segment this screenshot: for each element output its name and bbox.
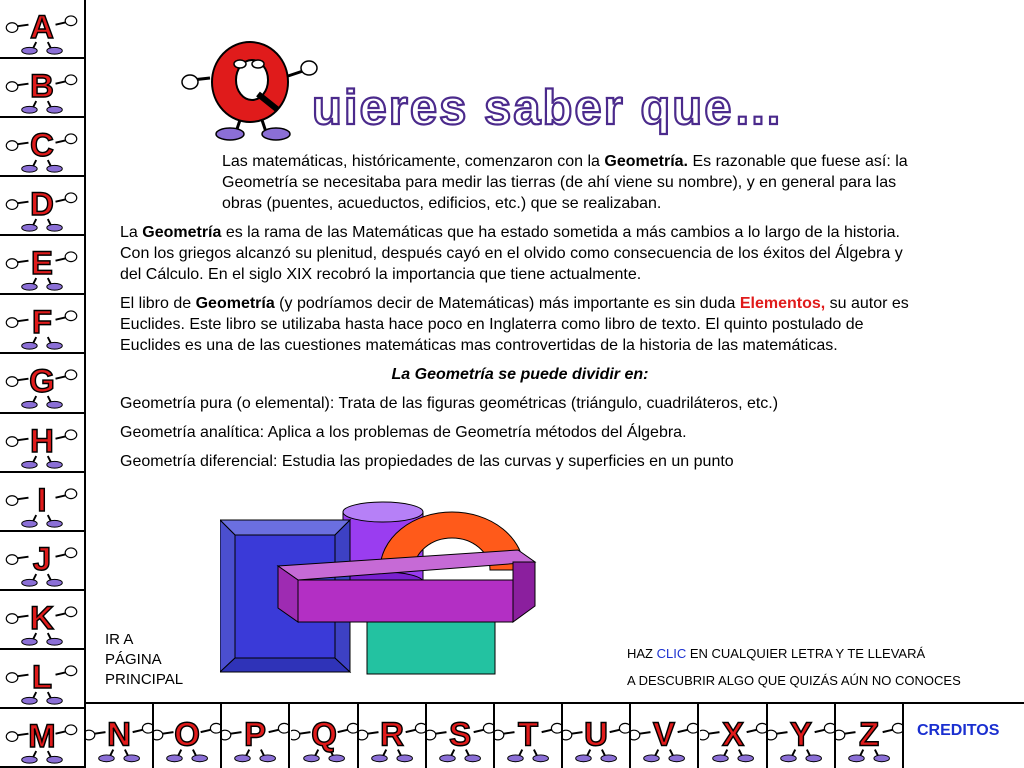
- svg-text:F: F: [31, 303, 53, 341]
- svg-text:J: J: [32, 539, 52, 577]
- svg-text:B: B: [30, 67, 54, 105]
- clic-word: CLIC: [656, 646, 687, 661]
- letter-i-icon: [0, 473, 84, 530]
- letter-m-icon: [0, 709, 84, 766]
- svg-text:R: R: [379, 715, 404, 753]
- paragraph-1: [120, 151, 920, 214]
- letter-z-icon: [836, 704, 902, 768]
- article-body: [120, 151, 920, 480]
- letter-c-button[interactable]: [0, 118, 84, 177]
- letter-j-icon: [0, 532, 84, 589]
- q-mascot-icon: [180, 30, 320, 142]
- letter-s-button[interactable]: [427, 704, 495, 768]
- letter-h-button[interactable]: [0, 414, 84, 473]
- letter-v-button[interactable]: [631, 704, 699, 768]
- svg-text:V: V: [653, 715, 676, 753]
- letter-o-button[interactable]: [154, 704, 222, 768]
- page-title: uieres saber que…: [312, 81, 785, 135]
- svg-text:Y: Y: [789, 715, 812, 753]
- subheading: La Geometría se puede dividir en:: [391, 366, 649, 383]
- list-item: Geometría pura (o elemental): Trata de las figuras geométricas (triángulo, cuadriláteros, etc.): [120, 395, 779, 412]
- list-item: Geometría diferencial: Estudia las propiedades de las curvas y superficies en un punto: [120, 453, 734, 470]
- svg-text:C: C: [30, 126, 54, 164]
- bold-term: Geometría: [142, 224, 222, 241]
- alphabet-bottom-bar: [86, 702, 1024, 768]
- home-link-line: PRINCIPAL: [105, 671, 184, 688]
- text: es la rama de las Matemáticas que ha estado sometida a más cambios a lo largo de la historia. Con los griegos alcanzó su plenitud, después cayó en el olvido como consecuencia de los éxitos del Álgebra y del Cálculo. En el siglo XIX recobró la importancia que tiene actualmente.: [120, 224, 903, 283]
- highlight-elementos: Elementos,: [739, 295, 826, 312]
- letter-x-button[interactable]: [700, 704, 768, 768]
- svg-text:L: L: [31, 658, 53, 696]
- svg-text:U: U: [584, 715, 609, 753]
- text: Es razonable que fuese así: la Geometría se necesitaba para medir las tierras (de ahí viene su nombre), y en general para las obras (puentes, acueductos, edificios, etc.) que se realizaban.: [222, 153, 908, 212]
- letter-q-icon: [291, 704, 357, 768]
- text: HAZ: [627, 646, 657, 661]
- hint-line-2: A DESCUBRIR ALGO QUE QUIZÁS AÚN NO CONOCES: [627, 673, 961, 688]
- svg-text:E: E: [31, 244, 53, 282]
- letter-n-icon: [86, 704, 152, 768]
- svg-text:O: O: [174, 715, 201, 753]
- text: La: [120, 224, 143, 241]
- svg-text:D: D: [30, 185, 54, 223]
- text: Las matemáticas, históricamente, comenzaron con la: [222, 153, 605, 170]
- letter-u-button[interactable]: [563, 704, 631, 768]
- letter-y-icon: [768, 704, 834, 768]
- svg-text:Q: Q: [310, 715, 337, 753]
- text: su autor es Euclides. Este libro se utilizaba hasta hace poco en Inglaterra como libro de texto. El quinto postulado de Euclides es una de las cuestiones matemáticas mas controvertidas de la historia de las matemáticas.: [120, 295, 909, 354]
- letter-q-button[interactable]: [291, 704, 359, 768]
- letter-a-button[interactable]: [0, 0, 84, 59]
- svg-text:A: A: [30, 8, 54, 46]
- svg-text:N: N: [107, 715, 131, 753]
- text: El libro de: [120, 295, 196, 312]
- svg-text:K: K: [30, 598, 54, 636]
- letter-o-icon: [154, 704, 220, 768]
- letter-t-icon: [495, 704, 561, 768]
- letter-f-button[interactable]: [0, 295, 84, 354]
- letter-d-icon: [0, 177, 84, 234]
- bold-term: Geometría: [195, 295, 275, 312]
- letter-m-button[interactable]: [0, 709, 84, 768]
- svg-text:M: M: [28, 717, 56, 755]
- letter-u-icon: [563, 704, 629, 768]
- bold-term: Geometría.: [604, 153, 688, 170]
- letter-y-button[interactable]: [768, 704, 836, 768]
- letter-p-icon: [222, 704, 288, 768]
- home-link-line: PÁGINA: [105, 651, 162, 668]
- svg-text:P: P: [244, 715, 267, 753]
- paragraph-3: [120, 293, 920, 356]
- svg-text:H: H: [30, 421, 54, 459]
- paragraph-2: [120, 222, 920, 285]
- letter-d-button[interactable]: [0, 177, 84, 236]
- letter-b-icon: [0, 59, 84, 116]
- svg-text:T: T: [518, 715, 539, 753]
- letter-p-button[interactable]: [222, 704, 290, 768]
- letter-b-button[interactable]: [0, 59, 84, 118]
- letter-f-icon: [0, 295, 84, 352]
- svg-text:X: X: [721, 715, 744, 753]
- letter-x-icon: [700, 704, 766, 768]
- letter-k-icon: [0, 591, 84, 648]
- letter-z-button[interactable]: [836, 704, 904, 768]
- letter-g-button[interactable]: [0, 354, 84, 413]
- credits-link[interactable]: CREDITOS: [917, 722, 1000, 739]
- letter-i-button[interactable]: [0, 473, 84, 532]
- geometric-shapes-illustration: [220, 500, 540, 680]
- hint-line-1: [627, 640, 961, 667]
- home-link-line: IR A: [105, 631, 134, 648]
- letter-c-icon: [0, 118, 84, 175]
- list-item: Geometría analítica: Aplica a los problemas de Geometría métodos del Álgebra.: [120, 424, 687, 441]
- letter-r-button[interactable]: [359, 704, 427, 768]
- letter-k-button[interactable]: [0, 591, 84, 650]
- letter-v-icon: [631, 704, 697, 768]
- letter-e-button[interactable]: [0, 236, 84, 295]
- text: EN CUALQUIER LETRA Y TE LLEVARÁ: [686, 646, 926, 661]
- text: (y podríamos decir de Matemáticas) más importante es sin duda: [274, 295, 740, 312]
- letter-t-button[interactable]: [495, 704, 563, 768]
- letter-j-button[interactable]: [0, 532, 84, 591]
- letter-s-icon: [427, 704, 493, 768]
- letter-h-icon: [0, 414, 84, 471]
- home-page-link[interactable]: [105, 630, 183, 690]
- svg-text:Z: Z: [858, 715, 879, 753]
- alphabet-sidebar: [0, 0, 86, 768]
- letter-l-icon: [0, 650, 84, 707]
- svg-text:I: I: [37, 480, 47, 518]
- letter-a-icon: [0, 0, 84, 57]
- letter-l-button[interactable]: [0, 650, 84, 709]
- letter-e-icon: [0, 236, 84, 293]
- navigation-hint: [627, 640, 961, 694]
- letter-n-button[interactable]: [86, 704, 154, 768]
- letter-r-icon: [359, 704, 425, 768]
- letter-g-icon: [0, 354, 84, 411]
- svg-text:S: S: [448, 715, 471, 753]
- svg-text:G: G: [29, 362, 55, 400]
